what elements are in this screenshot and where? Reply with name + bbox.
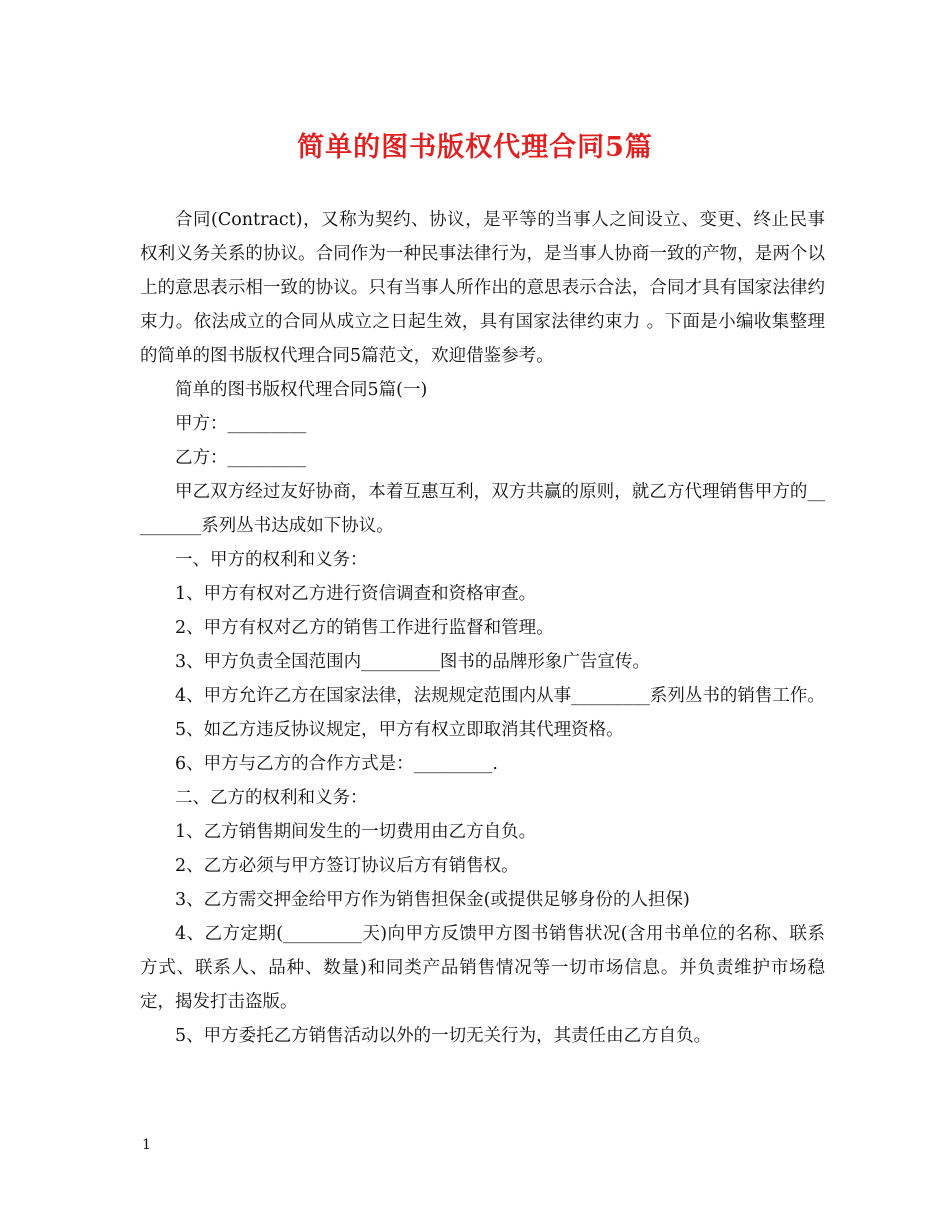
list-item: 5、甲方委托乙方销售活动以外的一切无关行为，其责任由乙方自负。 (175, 1026, 712, 1046)
list-item: 3、乙方需交押金给甲方作为销售担保金(或提供足够身份的人担保) (175, 890, 690, 910)
section-heading: 简单的图书版权代理合同5篇(一) (175, 380, 428, 400)
list-item: 6、甲方与乙方的合作方式是：_________. (175, 754, 498, 774)
list-item: 5、如乙方违反协议规定，甲方有权立即取消其代理资格。 (175, 720, 624, 740)
agreement-paragraph: 甲乙双方经过友好协商，本着互惠互利，双方共赢的原则，就乙方代理销售甲方的_________系列丛书达成如下协议。 (140, 482, 825, 536)
intro-paragraph: 合同(Contract)，又称为契约、协议，是平等的当事人之间设立、变更、终止民事权利义务关系的协议。合同作为一种民事法律行为，是当事人协商一致的产物，是两个以上的意思表示相一致的协议。只有当事人所作出的意思表示合法，合同才具有国家法律约束力。依法成立的合同从成立之日起生效，具有国家法律约束力 。下面是小编收集整理的简单的图书版权代理合同5篇范文，欢迎借鉴参考。 (140, 210, 825, 366)
document-body (140, 203, 825, 1053)
party-a-line: 甲方：_________ (175, 414, 307, 434)
party-a-rights-heading: 一、甲方的权利和义务： (175, 550, 368, 570)
list-item: 3、甲方负责全国范围内_________图书的品牌形象广告宣传。 (175, 652, 650, 672)
list-item: 1、乙方销售期间发生的一切费用由乙方自负。 (175, 822, 537, 842)
document-title: 简单的图书版权代理合同5篇 (297, 132, 653, 163)
list-item: 4、乙方定期(_________天)向甲方反馈甲方图书销售状况(含用书单位的名称、联系方式、联系人、品种、数量)和同类产品销售情况等一切市场信息。并负责维护市场稳定，揭发打击盗版。 (140, 924, 825, 1012)
list-item: 1、甲方有权对乙方进行资信调查和资格审查。 (175, 584, 537, 604)
list-item: 2、乙方必须与甲方签订协议后方有销售权。 (175, 856, 519, 876)
list-item: 2、甲方有权对乙方的销售工作进行监督和管理。 (175, 618, 554, 638)
party-b-rights-heading: 二、乙方的权利和义务： (175, 788, 368, 808)
list-item: 4、甲方允许乙方在国家法律，法规规定范围内从事_________系列丛书的销售工作。 (175, 686, 825, 706)
party-b-line: 乙方：_________ (175, 448, 307, 468)
page-number: 1 (142, 1137, 151, 1153)
